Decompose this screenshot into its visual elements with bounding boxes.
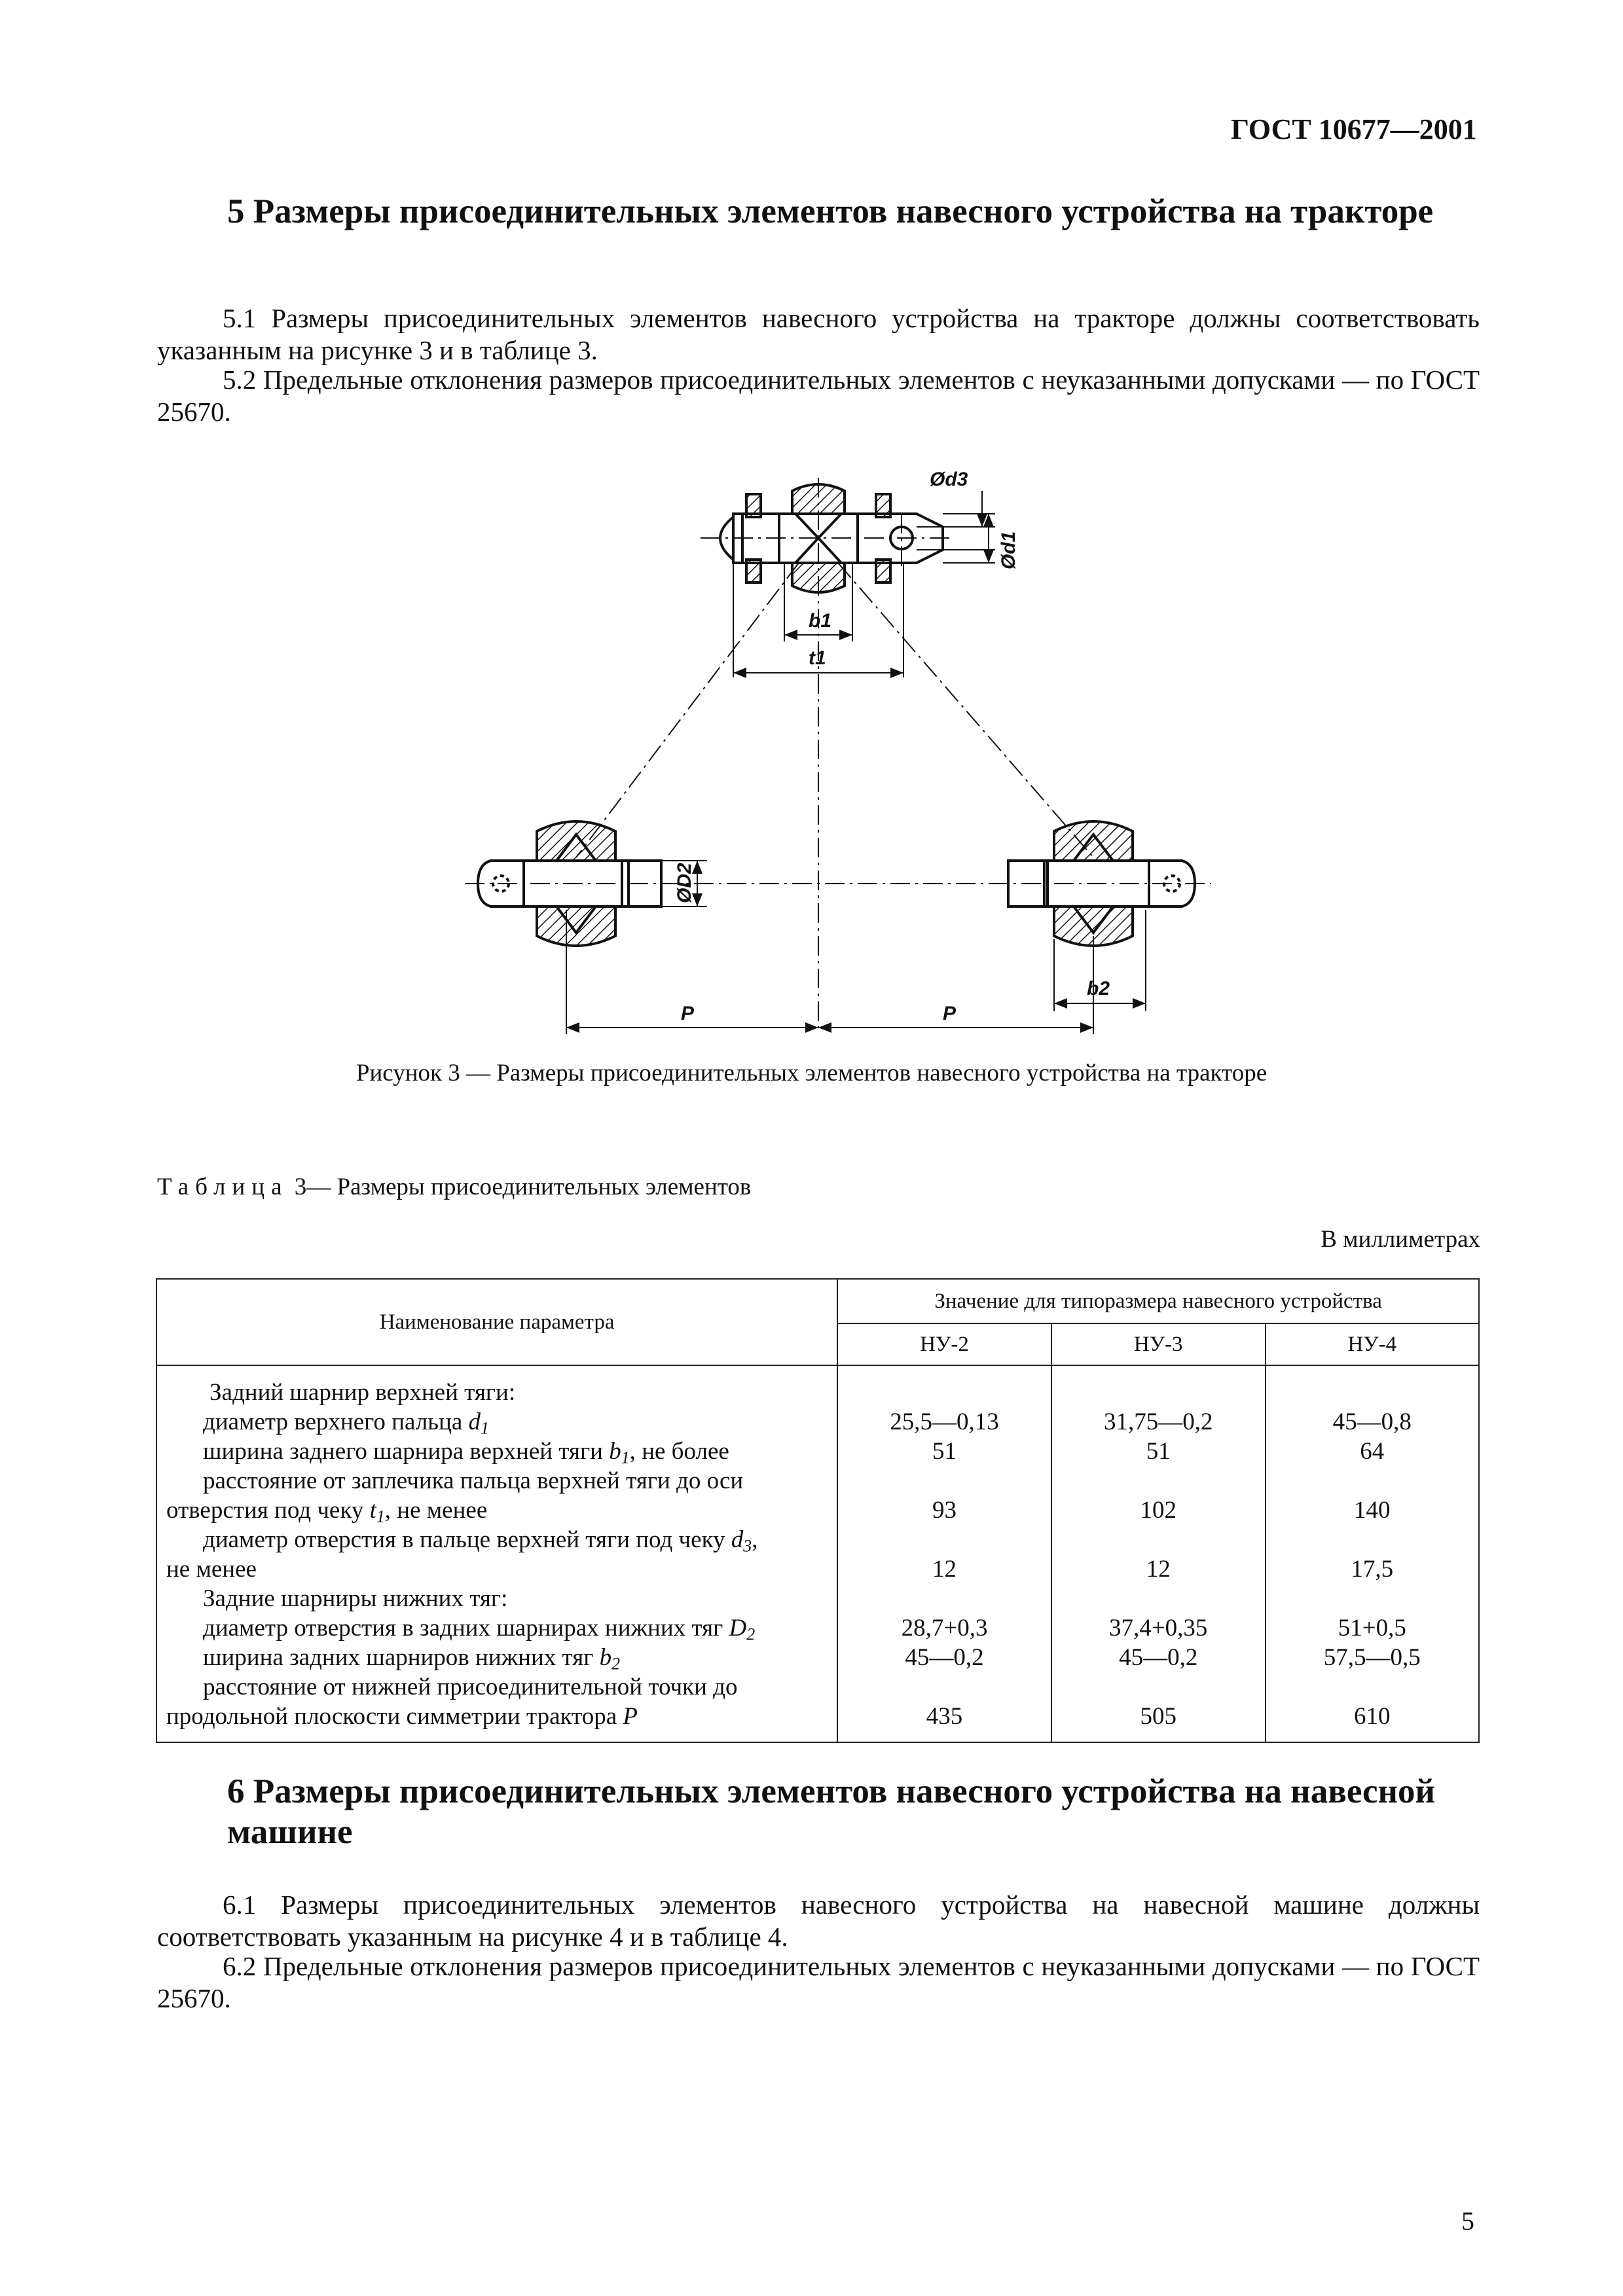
row-name-text: , не менее xyxy=(384,1497,488,1524)
cell: 28,7+0,3 xyxy=(901,1615,988,1641)
cell: 51 xyxy=(932,1438,957,1465)
label-b2: b2 xyxy=(1087,978,1110,999)
row-name xyxy=(157,1613,837,1643)
figure-caption: Рисунок 3 — Размеры присоединительных элементов навесного устройства на тракторе xyxy=(356,1060,1267,1086)
cell xyxy=(838,1378,1051,1407)
row-name xyxy=(157,1643,837,1672)
row-name: не менее xyxy=(166,1556,257,1583)
row-name-text: ширина задних шарниров нижних тяг xyxy=(203,1644,600,1671)
cell: 57,5—0,5 xyxy=(1323,1644,1421,1671)
header-nu3: НУ-3 xyxy=(1051,1323,1266,1365)
cell xyxy=(1266,1466,1478,1496)
symbol-d1: $d_1$ xyxy=(468,1408,489,1438)
row-name-text: отверстия под чеку xyxy=(166,1497,370,1524)
symbol-t1: $t_1$ xyxy=(369,1497,385,1526)
cell xyxy=(1052,1525,1265,1554)
symbol-b1: $b_1$ xyxy=(609,1438,630,1467)
row-name: расстояние от заплечика пальца верхней тяги до оси xyxy=(203,1467,744,1494)
cell: 31,75—0,2 xyxy=(1103,1408,1213,1435)
row-name-text: продольной плоскости симметрии трактора xyxy=(166,1703,623,1730)
header-nu4: НУ-4 xyxy=(1266,1323,1479,1365)
cell xyxy=(1266,1378,1478,1407)
label-t1: t1 xyxy=(809,647,826,669)
cell xyxy=(838,1466,1051,1496)
cell: 140 xyxy=(1354,1497,1391,1524)
label-d3: Ød3 xyxy=(930,469,968,490)
table-title-prefix: Таблица xyxy=(157,1174,289,1200)
section-6-heading: 6 Размеры присоединительных элементов навесного устройства на навесной машине xyxy=(227,1772,1436,1851)
row-name xyxy=(157,1525,837,1554)
row-name-text: диаметр верхнего пальца xyxy=(203,1408,469,1435)
symbol-b2: $b_2$ xyxy=(599,1644,621,1674)
paragraph-6-2 xyxy=(157,1950,1480,2015)
row-name: Задний шарнир верхней тяги: xyxy=(210,1379,516,1406)
row-name-text: ширина заднего шарнира верхней тяги xyxy=(203,1438,610,1465)
cell xyxy=(838,1525,1051,1554)
cell xyxy=(1052,1378,1265,1407)
paragraph-6-2-text: 6.2 Предельные отклонения размеров присоединительных элементов с неуказанными допусками — по ГОСТ 25670. xyxy=(157,1951,1480,2013)
row-name-text: , не более xyxy=(629,1438,729,1465)
row-name xyxy=(157,1496,837,1525)
cell xyxy=(1266,1672,1478,1702)
table-title-text: 3— Размеры присоединительных элементов xyxy=(294,1174,752,1200)
cell: 45—0,2 xyxy=(905,1644,984,1671)
cell xyxy=(1266,1584,1478,1613)
row-name xyxy=(157,1702,837,1731)
header-parameter-name: Наименование параметра xyxy=(156,1279,837,1365)
paragraph-5-1-text: 5.1 Размеры присоединительных элементов навесного устройства на тракторе должны соответствовать указанным на рисунке 3 и в таблице 3. xyxy=(157,303,1480,365)
header-value-group: Значение для типоразмера навесного устройства xyxy=(837,1279,1479,1323)
symbol-D2: $D_2$ xyxy=(729,1615,756,1644)
cell: 51 xyxy=(1146,1438,1171,1465)
cell: 45—0,8 xyxy=(1332,1408,1412,1435)
row-name: расстояние от нижней присоединительной точки до xyxy=(203,1674,738,1700)
paragraph-5-2 xyxy=(157,364,1480,428)
paragraph-5-2-text: 5.2 Предельные отклонения размеров присоединительных элементов с неуказанными допусками — по ГОСТ 25670. xyxy=(157,365,1480,427)
symbol-d3: $d_3$ xyxy=(731,1526,752,1556)
label-b1: b1 xyxy=(809,610,832,632)
cell: 37,4+0,35 xyxy=(1109,1615,1208,1641)
section-5-heading: 5 Размеры присоединительных элементов навесного устройства на тракторе xyxy=(227,192,1434,230)
table-names-column xyxy=(156,1365,837,1742)
standard-designation: ГОСТ 10677—2001 xyxy=(1231,113,1477,145)
table-values-nu3 xyxy=(1051,1365,1266,1742)
cell xyxy=(838,1672,1051,1702)
cell: 64 xyxy=(1360,1438,1385,1465)
cell xyxy=(1052,1584,1265,1613)
row-name xyxy=(157,1407,837,1437)
cell: 51+0,5 xyxy=(1338,1615,1406,1641)
row-name: Задние шарниры нижних тяг: xyxy=(203,1585,508,1612)
row-name-text: диаметр отверстия в пальце верхней тяги под чеку xyxy=(203,1526,731,1553)
label-P-left: P xyxy=(681,1003,695,1024)
paragraph-6-1 xyxy=(157,1889,1480,1953)
figure-3-drawing xyxy=(426,452,1244,1041)
label-P-right: P xyxy=(943,1003,957,1024)
label-d1: Ød1 xyxy=(998,531,1019,569)
cell: 93 xyxy=(932,1497,957,1524)
row-name xyxy=(157,1437,837,1466)
paragraph-6-1-text: 6.1 Размеры присоединительных элементов навесного устройства на навесной машине должны соответствовать указанным на рисунке 4 и в таблице 4. xyxy=(157,1890,1480,1952)
cell: 505 xyxy=(1140,1703,1176,1730)
paragraph-5-1 xyxy=(157,302,1480,367)
header-nu2: НУ-2 xyxy=(837,1323,1051,1365)
cell: 17,5 xyxy=(1351,1556,1394,1583)
cell: 25,5—0,13 xyxy=(890,1408,999,1435)
label-D2: ØD2 xyxy=(674,863,695,903)
page-number: 5 xyxy=(1461,2206,1474,2236)
parameters-table xyxy=(156,1278,1480,1743)
cell: 102 xyxy=(1140,1497,1176,1524)
cell: 610 xyxy=(1354,1703,1391,1730)
cell xyxy=(1052,1672,1265,1702)
cell xyxy=(1052,1466,1265,1496)
table-title xyxy=(157,1173,751,1201)
table-units: В миллиметрах xyxy=(1321,1226,1480,1253)
table-values-nu4 xyxy=(1266,1365,1479,1742)
symbol-P: P xyxy=(623,1703,638,1730)
row-name-text: , xyxy=(752,1526,758,1553)
cell: 45—0,2 xyxy=(1119,1644,1198,1671)
cell: 435 xyxy=(926,1703,963,1730)
cell: 12 xyxy=(932,1556,957,1583)
cell xyxy=(838,1584,1051,1613)
cell: 12 xyxy=(1146,1556,1171,1583)
row-name-text: диаметр отверстия в задних шарнирах нижних тяг xyxy=(203,1615,729,1641)
table-values-nu2 xyxy=(837,1365,1051,1742)
cell xyxy=(1266,1525,1478,1554)
